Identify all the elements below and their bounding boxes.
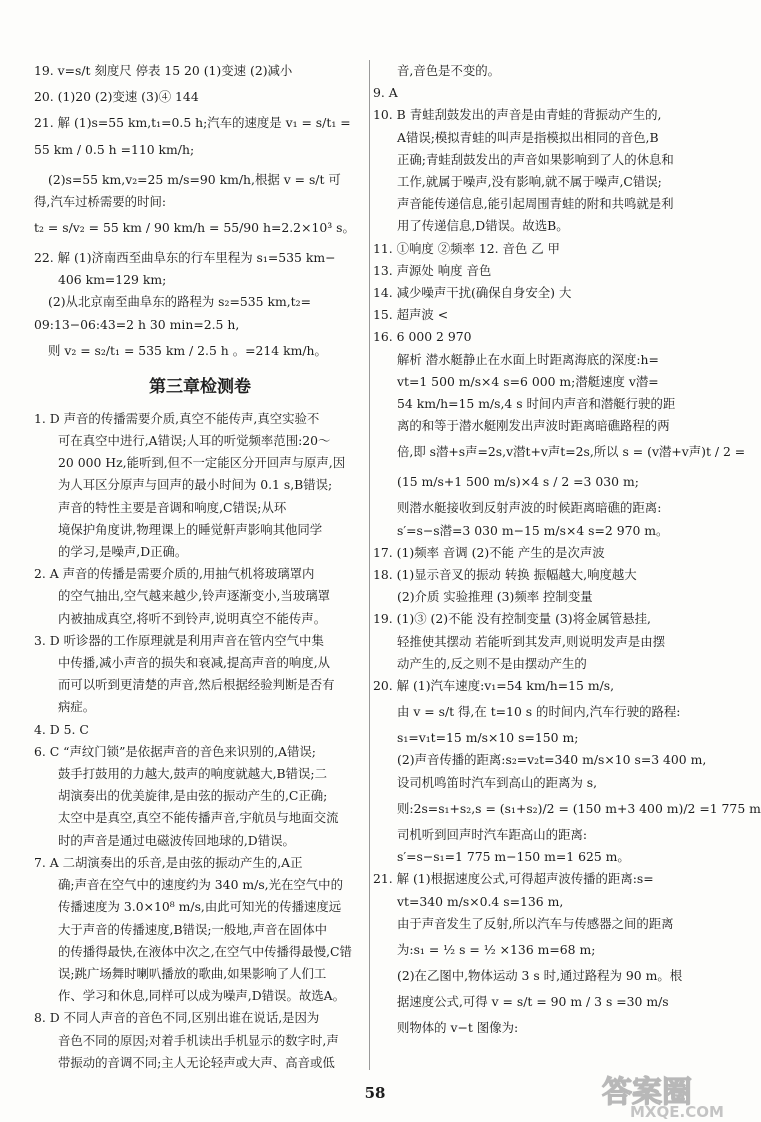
answer-line: 工作,就属于噪声,没有影响,就不属于噪声,C错误; xyxy=(397,174,662,190)
answer-line: 则物体的 v−t 图像为: xyxy=(397,1020,519,1036)
answer-line: (2)从北京南至曲阜东的路程为 s₂=535 km,t₂= xyxy=(48,294,311,310)
answer-item: 20. 解 (1)汽车速度:v₁=54 km/h=15 m/s, xyxy=(373,678,615,694)
answer-line: 动产生的,反之则不是由摆动产生的 xyxy=(397,655,587,671)
right-column xyxy=(373,60,761,1039)
answer-item: 8. D 不同人声音的音色不同,区别出谁在说话,是因为 xyxy=(34,1010,320,1026)
answer-line: 带振动的音调不同;主人无论轻声或大声、高音或低 xyxy=(58,1054,335,1070)
answer-item: 11. ①响度 ②频率 12. 音色 乙 甲 xyxy=(373,240,560,256)
answer-line: 内被抽成真空,将听不到铃声,说明真空不能传声。 xyxy=(58,610,327,626)
answer-line: 则潜水艇接收到反射声波的时候距离暗礁的距离: xyxy=(397,500,662,516)
answer-line: 音色不同的原因;对着手机读出手机显示的数字时,声 xyxy=(58,1032,339,1048)
answer-line: 为人耳区分原声与回声的最小时间为 0.1 s,B错误; xyxy=(58,477,333,493)
answer-line: 由 v = s/t 得,在 t=10 s 的时间内,汽车行驶的路程: xyxy=(397,704,681,720)
page-number: 58 xyxy=(364,1084,386,1102)
answer-line: 传播速度为 3.0×10⁸ m/s,由此可知光的传播速度远 xyxy=(58,899,342,915)
answer-item: 1. D 声音的传播需要介质,真空不能传声,真空实验不 xyxy=(34,410,320,426)
answer-line: 轻推使其摆动 若能听到其发声,则说明发声是由摆 xyxy=(397,633,666,649)
answer-line: 鼓手打鼓用的力越大,鼓声的响度就越大,B错误;二 xyxy=(58,766,327,782)
answer-item: 7. A 二胡演奏出的乐音,是由弦的振动产生的,A正 xyxy=(34,854,303,870)
answer-item: 16. 6 000 2 970 xyxy=(373,329,472,345)
watermark-cn: 答案圈 xyxy=(602,1075,692,1110)
answer-line: (2)s=55 km,v₂=25 m/s=90 km/h,根据 v = s/t 可 xyxy=(48,171,341,187)
section-heading: 第三章检测卷 xyxy=(149,376,251,397)
answer-item: 9. A xyxy=(373,85,398,101)
answer-line: 得,汽车过桥需要的时间: xyxy=(34,193,167,209)
answer-item: 3. D 听诊器的工作原理就是利用声音在管内空气中集 xyxy=(34,632,324,648)
answer-line: 则 v₂ = s₂/t₁ = 535 km / 2.5 h 。=214 km/h。 xyxy=(48,342,327,358)
answer-line: 太空中是真空,真空不能传播声音,宇航员与地面交流 xyxy=(58,810,339,826)
answer-line: (15 m/s+1 500 m/s)×4 s / 2 =3 030 m; xyxy=(397,474,639,490)
answer-line: vt=1 500 m/s×4 s=6 000 m;潜艇速度 v潜= xyxy=(397,373,659,389)
left-column xyxy=(34,60,366,1074)
answer-line: 54 km/h=15 m/s,4 s 时间内声音和潜艇行驶的距 xyxy=(397,396,676,412)
answer-item: 21. 解 (1)根据速度公式,可得超声波传播的距离:s= xyxy=(373,871,654,887)
answer-item: 14. 减少噪声干扰(确保自身安全) 大 xyxy=(373,285,572,301)
answer-line: 设司机鸣笛时汽车到高山的距离为 s, xyxy=(397,774,598,790)
answer-item: 4. D 5. C xyxy=(34,721,89,737)
answer-item: 18. (1)显示音叉的振动 转换 振幅越大,响度越大 xyxy=(373,567,637,583)
answer-line: 据速度公式,可得 v = s/t = 90 m / 3 s =30 m/s xyxy=(397,994,669,1010)
answer-line: 55 km / 0.5 h =110 km/h; xyxy=(34,141,195,157)
answer-line: 09:13−06:43=2 h 30 min=2.5 h, xyxy=(34,316,240,332)
answer-line: 音,音色是不变的。 xyxy=(397,63,501,78)
column-divider xyxy=(369,60,370,1070)
answer-line: (2)介质 实验推理 (3)频率 控制变量 xyxy=(397,589,593,605)
answer-line: 离的和等于潜水艇刚发出声波时距离暗礁路程的两 xyxy=(397,418,670,434)
answer-line: 406 km=129 km; xyxy=(58,272,167,288)
answer-line: 声音的特性主要是音调和响度,C错误;从环 xyxy=(58,499,287,515)
answer-line: 司机听到回声时汽车距高山的距离: xyxy=(397,826,588,842)
answer-item: 20. (1)20 (2)变速 (3)④ 144 xyxy=(34,89,199,105)
answer-line: s′=s−s₁=1 775 m−150 m=1 625 m。 xyxy=(397,849,630,865)
answer-line: 的传播得最快,在液体中次之,在空气中传播得最慢,C错 xyxy=(58,943,352,959)
answer-item: 15. 超声波 < xyxy=(373,307,449,323)
watermark-en: MXQE.COM xyxy=(630,1103,724,1121)
answer-line: 误;跳广场舞时喇叭播放的歌曲,如果影响了人们工 xyxy=(58,965,327,981)
answer-item: 19. v=s/t 刻度尺 停表 15 20 (1)变速 (2)减小 xyxy=(34,63,293,78)
answer-line: 声音能传递信息,能引起周围青蛙的附和共鸣就是利 xyxy=(397,196,674,212)
answer-line: 确;声音在空气中的速度约为 340 m/s,光在空气中的 xyxy=(58,877,343,893)
answer-line: 为:s₁ = ½ s = ½ ×136 m=68 m; xyxy=(397,941,596,957)
answer-line: 的学习,是噪声,D正确。 xyxy=(58,544,188,560)
watermark-logo xyxy=(596,1072,744,1120)
answer-line: 大于声音的传播速度,B错误;一般地,声音在固体中 xyxy=(58,921,327,937)
answer-line: 时的声音是通过电磁波传回地球的,D错误。 xyxy=(58,832,295,848)
answer-item: 6. C “声纹门锁”是依据声音的音色来识别的,A错误; xyxy=(34,743,316,759)
answer-line: 的空气抽出,空气越来越少,铃声逐渐变小,当玻璃罩 xyxy=(58,588,331,604)
answer-line: t₂ = s/v₂ = 55 km / 90 km/h = 55/90 h=2.2×10³ s。 xyxy=(34,220,355,236)
answer-line: 则:2s=s₁+s₂,s = (s₁+s₂)/2 = (150 m+3 400 m)/2 =1 775 m xyxy=(397,800,761,816)
answer-item: 2. A 声音的传播是需要介质的,用抽气机将玻璃罩内 xyxy=(34,566,315,582)
answer-line: A错误;模拟青蛙的叫声是指模拟出相同的音色,B xyxy=(397,129,659,145)
answer-line: 境保护角度讲,物理课上的睡觉鼾声影响其他同学 xyxy=(58,521,323,537)
answer-line: 由于声音发生了反射,所以汽车与传感器之间的距离 xyxy=(397,915,674,931)
answer-item: 13. 声源处 响度 音色 xyxy=(373,262,492,278)
answer-line: s₁=v₁t=15 m/s×10 s=150 m; xyxy=(397,730,579,746)
answer-line: 倍,即 s潜+s声=2s,v潜t+v声t=2s,所以 s = (v潜+v声)t / 2 = xyxy=(397,444,746,460)
answer-line: 作、学习和休息,同样可以成为噪声,D错误。故选A。 xyxy=(58,988,345,1004)
answer-line: 中传播,减小声音的损失和衰减,提高声音的响度,从 xyxy=(58,655,331,671)
answer-line: 正确;青蛙刮鼓发出的声音如果影响到了人的休息和 xyxy=(397,151,674,167)
answer-line: 病症。 xyxy=(58,699,96,715)
answer-item: 19. (1)③ (2)不能 没有控制变量 (3)将金属管悬挂, xyxy=(373,611,651,627)
answer-item: 21. 解 (1)s=55 km,t₁=0.5 h;汽车的速度是 v₁ = s/t₁ = xyxy=(34,115,351,131)
answer-item: 10. B 青蛙刮鼓发出的声音是由青蛙的背振动产生的, xyxy=(373,107,662,123)
answer-line: s′=s−s潜=3 030 m−15 m/s×4 s=2 970 m。 xyxy=(397,522,669,538)
answer-line: (2)在乙图中,物体运动 3 s 时,通过路程为 90 m。根 xyxy=(397,967,683,983)
answer-item: 17. (1)频率 音调 (2)不能 产生的是次声波 xyxy=(373,544,605,560)
answer-line: 而可以听到更清楚的声音,然后根据经验判断是否有 xyxy=(58,677,335,693)
answer-line: (2)声音传播的距离:s₂=v₂t=340 m/s×10 s=3 400 m, xyxy=(397,752,707,768)
answer-line: 用了传递信息,D错误。故选B。 xyxy=(397,218,569,234)
answer-item: 22. 解 (1)济南西至曲阜东的行车里程为 s₁=535 km− xyxy=(34,250,336,266)
answer-line: 胡演奏出的优美旋律,是由弦的振动产生的,C正确; xyxy=(58,788,328,804)
answer-line: 20 000 Hz,能听到,但不一定能区分开回声与原声,因 xyxy=(58,455,346,471)
answer-line: 可在真空中进行,A错误;人耳的听觉频率范围:20～ xyxy=(58,433,331,449)
answer-line: 解析 潜水艇静止在水面上时距离海底的深度:h= xyxy=(397,351,659,367)
answer-line: vt=340 m/s×0.4 s=136 m, xyxy=(397,893,564,909)
